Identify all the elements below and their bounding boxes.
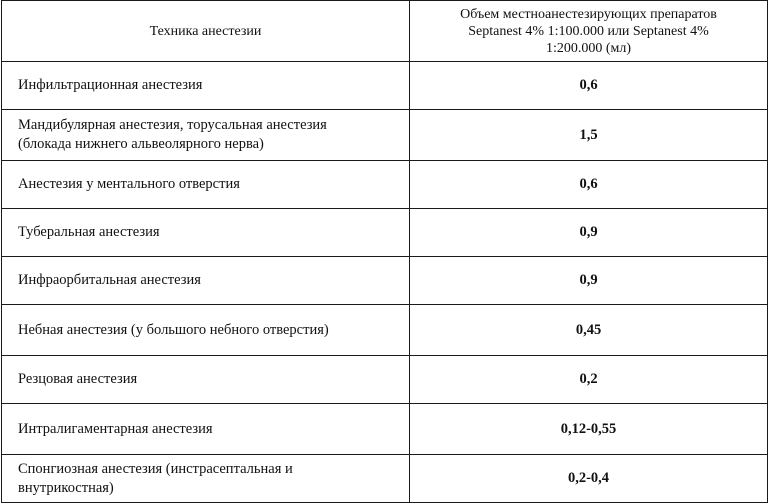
technique-cell — [2, 257, 410, 305]
volume-cell — [410, 209, 768, 257]
table-row — [2, 161, 768, 209]
technique-label: Резцовая анестезия — [18, 371, 138, 387]
volume-value: 0,2-0,4 — [567, 470, 610, 486]
volume-cell — [410, 161, 768, 209]
volume-cell — [410, 62, 768, 110]
table-row — [2, 455, 768, 503]
volume-value: 0,45 — [575, 321, 602, 338]
technique-label-continued: (блокада нижнего альвеолярного нерва) — [18, 136, 264, 152]
volume-cell — [410, 257, 768, 305]
technique-label: Анестезия у ментального отверстия — [18, 176, 240, 192]
technique-label: Спонгиозная анестезия (инстрасептальная и — [18, 460, 293, 477]
volume-cell — [410, 110, 768, 161]
technique-label-continued: внутрикостная) — [18, 479, 114, 496]
header-volume-line2: Septanest 4% 1:100.000 или Septanest 4% — [468, 23, 709, 39]
volume-cell — [410, 305, 768, 356]
technique-cell — [2, 110, 410, 161]
volume-value: 0,6 — [579, 77, 598, 93]
header-technique-label: Техника анестезии — [149, 23, 262, 39]
technique-label: Туберальная анестезия — [18, 224, 160, 240]
technique-cell — [2, 356, 410, 404]
volume-value: 0,6 — [579, 176, 598, 192]
table-row — [2, 62, 768, 110]
table-row — [2, 356, 768, 404]
technique-label: Инфильтрационная анестезия — [18, 77, 203, 93]
table-row — [2, 257, 768, 305]
technique-cell — [2, 305, 410, 356]
header-volume-line1: Объем местноанестезирующих препаратов — [460, 6, 717, 22]
anesthesia-volume-table — [1, 0, 768, 503]
table-header-row — [2, 1, 768, 62]
volume-cell — [410, 455, 768, 503]
header-volume-line3: 1:200.000 (мл) — [545, 40, 632, 56]
table-row — [2, 209, 768, 257]
header-volume — [410, 1, 768, 62]
technique-label: Инфраорбитальная анестезия — [18, 272, 201, 288]
volume-value: 0,9 — [579, 272, 598, 288]
technique-label: Мандибулярная анестезия, торусальная анестезия — [18, 117, 327, 133]
technique-cell — [2, 404, 410, 455]
header-technique — [2, 1, 410, 62]
table-row — [2, 110, 768, 161]
volume-cell — [410, 356, 768, 404]
volume-value: 0,9 — [579, 224, 598, 240]
volume-cell — [410, 404, 768, 455]
technique-cell — [2, 455, 410, 503]
technique-label: Интралигаментарная анестезия — [18, 420, 213, 437]
table-row — [2, 404, 768, 455]
technique-cell — [2, 62, 410, 110]
technique-cell — [2, 209, 410, 257]
table-row — [2, 305, 768, 356]
volume-value: 0,2 — [579, 371, 598, 387]
volume-value: 1,5 — [579, 126, 598, 143]
technique-label: Небная анестезия (у большого небного отверстия) — [18, 321, 329, 338]
volume-value: 0,12-0,55 — [560, 420, 617, 437]
technique-cell — [2, 161, 410, 209]
